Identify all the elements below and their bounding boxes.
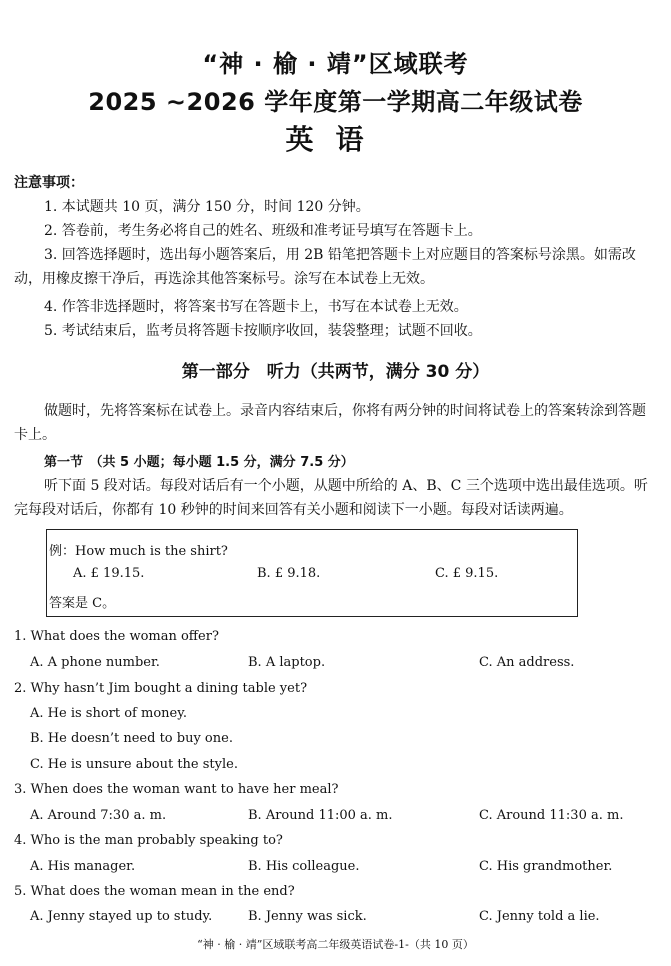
section-intro: 听下面 5 段对话。每段对话后有一个小题，从题中所给的 A、B、C 三个选项中选出最佳选项。听完每段对话后，你都有 10 秒钟的时间来回答有关小题和阅读下一小题。每段对话读两遍。 [14,478,648,518]
example-question: 例：How much is the shirt? [49,544,228,559]
notice-item: 1. 本试题共 10 页，满分 150 分，时间 120 分钟。 [44,199,370,215]
q3-option-b: B. Around 11:00 a. m. [248,808,393,823]
q5-option-c: C. Jenny told a lie. [479,909,600,924]
example-box [46,529,578,617]
q4-option-b: B. His colleague. [248,859,360,874]
example-option-a: A. £ 19.15. [73,566,145,581]
section-title: 第一节 （共 5 小题；每小题 1.5 分，满分 7.5 分） [44,455,354,470]
notice-item: 5. 考试结束后，监考员将答题卡按顺序收回，装袋整理；试题不回收。 [44,323,482,339]
question-2: 2. Why hasn’t Jim bought a dining table yet? [14,681,308,696]
subject-title: 英语 [285,123,386,156]
example-answer: 答案是 C。 [49,596,116,611]
q5-option-a: A. Jenny stayed up to study. [30,909,213,924]
example-option-b: B. £ 9.18. [257,566,321,581]
q4-option-a: A. His manager. [30,859,136,874]
exam-subtitle: 2025 ~2026 学年度第一学期高二年级试卷 [88,88,583,116]
q2-option-c: C. He is unsure about the style. [30,757,238,772]
part-title: 第一部分 听力（共两节，满分 30 分） [181,362,490,382]
q2-option-a: A. He is short of money. [30,706,187,721]
notice-item: 4. 作答非选择题时，将答案书写在答题卡上，书写在本试卷上无效。 [44,299,468,315]
q1-option-a: A. A phone number. [30,655,160,670]
question-1: 1. What does the woman offer? [14,629,219,644]
q3-option-c: C. Around 11:30 a. m. [479,808,624,823]
q2-option-b: B. He doesn’t need to buy one. [30,731,233,746]
q1-option-b: B. A laptop. [248,655,326,670]
q1-option-c: C. An address. [479,655,575,670]
q4-option-c: C. His grandmother. [479,859,613,874]
question-4: 4. Who is the man probably speaking to? [14,833,283,848]
exam-title: “神 · 榆 · 靖”区域联考 [202,50,469,78]
notice-item: 3. 回答选择题时，选出每小题答案后，用 2B 铅笔把答题卡上对应题目的答案标号涂黑。如需改动，用橡皮擦干净后，再选涂其他答案标号。涂写在本试卷上无效。 [14,247,636,287]
notice-item: 2. 答卷前，考生务必将自己的姓名、班级和准考证号填写在答题卡上。 [44,223,482,239]
q3-option-a: A. Around 7:30 a. m. [30,808,167,823]
q5-option-b: B. Jenny was sick. [248,909,367,924]
question-3: 3. When does the woman want to have her meal? [14,782,339,797]
notice-heading: 注意事项： [14,175,84,191]
question-5: 5. What does the woman mean in the end? [14,884,295,899]
example-option-c: C. £ 9.15. [435,566,499,581]
page-footer: “神 · 榆 · 靖”区域联考高二年级英语试卷-1-（共 10 页） [197,938,474,951]
part-intro: 做题时，先将答案标在试卷上。录音内容结束后，你将有两分钟的时间将试卷上的答案转涂到答题卡上。 [14,403,646,443]
